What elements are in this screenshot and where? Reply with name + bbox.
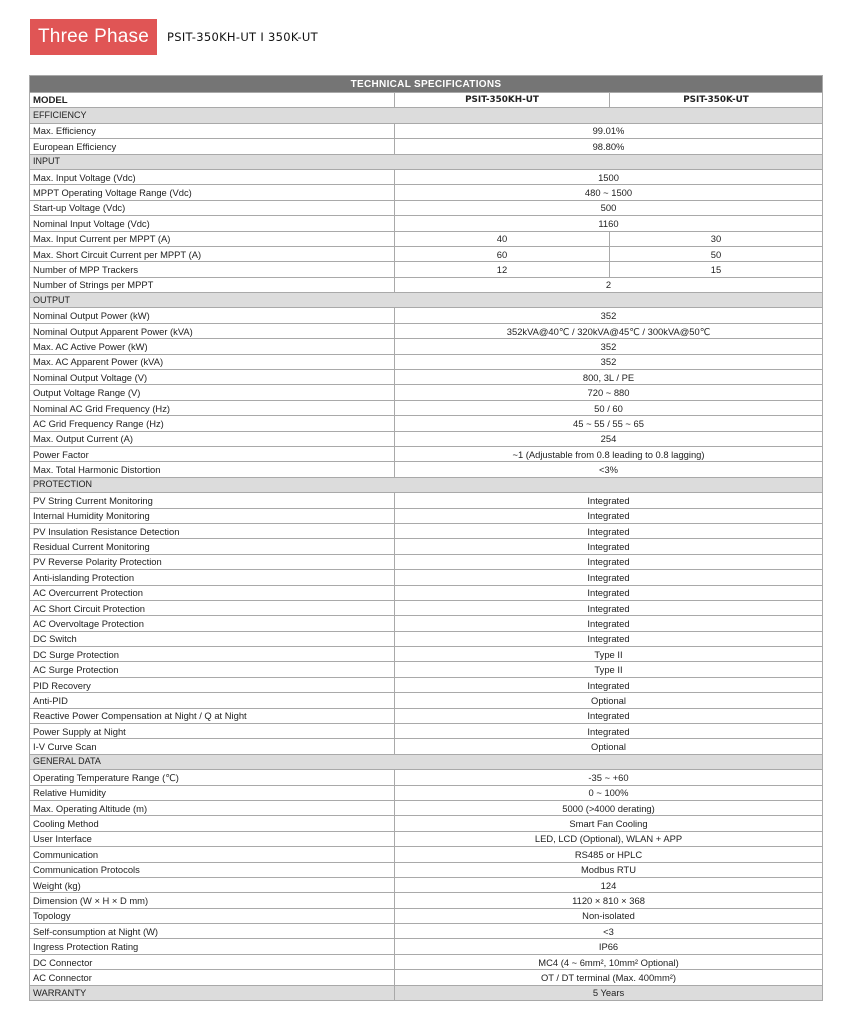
spec-value: OT / DT terminal (Max. 400mm²) [395, 970, 823, 985]
spec-label: Max. Short Circuit Current per MPPT (A) [30, 246, 395, 261]
spec-value: RS485 or HPLC [395, 847, 823, 862]
table-row [30, 462, 823, 477]
spec-label: AC Connector [30, 970, 395, 985]
table-row [30, 877, 823, 892]
spec-label: Max. Input Voltage (Vdc) [30, 169, 395, 184]
spec-label: Self-consumption at Night (W) [30, 924, 395, 939]
spec-label: DC Surge Protection [30, 647, 395, 662]
spec-value: Optional [395, 693, 823, 708]
table-row [30, 693, 823, 708]
spec-label: Max. Operating Altitude (m) [30, 800, 395, 815]
spec-label: Power Supply at Night [30, 724, 395, 739]
spec-value: 1160 [395, 216, 823, 231]
spec-value: 98.80% [395, 139, 823, 154]
spec-table [29, 75, 823, 1001]
table-row [30, 570, 823, 585]
spec-label: Residual Current Monitoring [30, 539, 395, 554]
spec-label: I-V Curve Scan [30, 739, 395, 754]
spec-value: 352 [395, 354, 823, 369]
table-row [30, 908, 823, 923]
table-row [30, 262, 823, 277]
warranty-row [30, 985, 823, 1000]
spec-label: Weight (kg) [30, 877, 395, 892]
spec-label: Reactive Power Compensation at Night / Q at Night [30, 708, 395, 723]
model-2-header: PSIT-350K-UT [610, 93, 823, 108]
model-line: PSIT-350KH-UT I 350K-UT [167, 30, 318, 44]
spec-value: Type II [395, 662, 823, 677]
spec-value-model-2: 50 [610, 246, 823, 261]
spec-value: Non-isolated [395, 908, 823, 923]
spec-value: <3% [395, 462, 823, 477]
model-1-header: PSIT-350KH-UT [395, 93, 610, 108]
spec-value: ~1 (Adjustable from 0.8 leading to 0.8 lagging) [395, 446, 823, 461]
table-row [30, 924, 823, 939]
spec-value: 45 ~ 55 / 55 ~ 65 [395, 416, 823, 431]
table-row [30, 308, 823, 323]
table-row [30, 785, 823, 800]
spec-label: MPPT Operating Voltage Range (Vdc) [30, 185, 395, 200]
spec-value: <3 [395, 924, 823, 939]
table-row [30, 370, 823, 385]
spec-value: 5000 (>4000 derating) [395, 800, 823, 815]
spec-table-body [30, 108, 823, 1001]
spec-label: Ingress Protection Rating [30, 939, 395, 954]
spec-value: Integrated [395, 585, 823, 600]
spec-value: Integrated [395, 539, 823, 554]
table-row [30, 677, 823, 692]
section-header-row [30, 477, 823, 492]
spec-value: 1500 [395, 169, 823, 184]
section-header-row [30, 154, 823, 169]
spec-label: Max. Total Harmonic Distortion [30, 462, 395, 477]
table-row [30, 231, 823, 246]
table-row [30, 554, 823, 569]
spec-value-model-1: 60 [395, 246, 610, 261]
model-header-row [30, 93, 823, 108]
table-row [30, 323, 823, 338]
model-label: MODEL [30, 93, 395, 108]
table-row [30, 123, 823, 138]
table-row [30, 431, 823, 446]
spec-value: 99.01% [395, 123, 823, 138]
spec-value: 254 [395, 431, 823, 446]
spec-value: 1120 × 810 × 368 [395, 893, 823, 908]
spec-value: Integrated [395, 631, 823, 646]
spec-value: 720 ~ 880 [395, 385, 823, 400]
spec-label: Power Factor [30, 446, 395, 461]
spec-value: -35 ~ +60 [395, 770, 823, 785]
table-row [30, 847, 823, 862]
section-label: INPUT [30, 154, 823, 169]
spec-label: Internal Humidity Monitoring [30, 508, 395, 523]
spec-value: Optional [395, 739, 823, 754]
spec-label: Cooling Method [30, 816, 395, 831]
table-row [30, 600, 823, 615]
page-header [30, 17, 318, 57]
table-row [30, 662, 823, 677]
spec-value: 500 [395, 200, 823, 215]
spec-value: 50 / 60 [395, 400, 823, 415]
spec-value: MC4 (4 ~ 6mm², 10mm² Optional) [395, 954, 823, 969]
spec-value: Integrated [395, 724, 823, 739]
table-row [30, 770, 823, 785]
spec-value-model-2: 30 [610, 231, 823, 246]
table-row [30, 862, 823, 877]
spec-label: Dimension (W × H × D mm) [30, 893, 395, 908]
spec-label: Operating Temperature Range (℃) [30, 770, 395, 785]
table-row [30, 385, 823, 400]
table-row [30, 631, 823, 646]
phase-badge: Three Phase [30, 19, 157, 55]
table-row [30, 647, 823, 662]
spec-value: 2 [395, 277, 823, 292]
spec-label: AC Surge Protection [30, 662, 395, 677]
spec-value: Integrated [395, 677, 823, 692]
spec-value: Smart Fan Cooling [395, 816, 823, 831]
table-row [30, 939, 823, 954]
table-row [30, 800, 823, 815]
spec-label: User Interface [30, 831, 395, 846]
section-header-row [30, 754, 823, 769]
spec-value: 5 Years [395, 985, 823, 1000]
spec-label: Anti-PID [30, 693, 395, 708]
spec-label: Max. Input Current per MPPT (A) [30, 231, 395, 246]
table-row [30, 185, 823, 200]
table-row [30, 954, 823, 969]
spec-label: DC Switch [30, 631, 395, 646]
table-row [30, 339, 823, 354]
spec-value: Type II [395, 647, 823, 662]
spec-value: 352kVA@40℃ / 320kVA@45℃ / 300kVA@50℃ [395, 323, 823, 338]
spec-value-model-2: 15 [610, 262, 823, 277]
spec-value: 800, 3L / PE [395, 370, 823, 385]
section-label: GENERAL DATA [30, 754, 823, 769]
table-row [30, 200, 823, 215]
spec-label: PV String Current Monitoring [30, 493, 395, 508]
table-row [30, 139, 823, 154]
spec-label: Anti-islanding Protection [30, 570, 395, 585]
table-row [30, 508, 823, 523]
spec-value: Integrated [395, 570, 823, 585]
table-title-row [30, 76, 823, 93]
spec-value: Integrated [395, 708, 823, 723]
spec-label: Nominal Output Apparent Power (kVA) [30, 323, 395, 338]
spec-label: Output Voltage Range (V) [30, 385, 395, 400]
spec-value: 480 ~ 1500 [395, 185, 823, 200]
spec-label: WARRANTY [30, 985, 395, 1000]
spec-value: Integrated [395, 493, 823, 508]
table-row [30, 893, 823, 908]
spec-value: Modbus RTU [395, 862, 823, 877]
spec-value: Integrated [395, 554, 823, 569]
spec-label: Number of MPP Trackers [30, 262, 395, 277]
table-row [30, 831, 823, 846]
spec-label: Max. Output Current (A) [30, 431, 395, 446]
spec-label: PV Insulation Resistance Detection [30, 523, 395, 538]
section-header-row [30, 108, 823, 123]
spec-label: Max. AC Active Power (kW) [30, 339, 395, 354]
table-row [30, 724, 823, 739]
table-row [30, 708, 823, 723]
spec-label: PV Reverse Polarity Protection [30, 554, 395, 569]
spec-label: Nominal Input Voltage (Vdc) [30, 216, 395, 231]
spec-label: PID Recovery [30, 677, 395, 692]
section-label: OUTPUT [30, 293, 823, 308]
spec-label: Topology [30, 908, 395, 923]
spec-value: 0 ~ 100% [395, 785, 823, 800]
table-row [30, 246, 823, 261]
table-row [30, 493, 823, 508]
table-row [30, 446, 823, 461]
table-row [30, 585, 823, 600]
spec-label: Nominal Output Voltage (V) [30, 370, 395, 385]
spec-label: Start-up Voltage (Vdc) [30, 200, 395, 215]
spec-label: Relative Humidity [30, 785, 395, 800]
spec-label: AC Overvoltage Protection [30, 616, 395, 631]
table-row [30, 277, 823, 292]
table-row [30, 616, 823, 631]
spec-label: DC Connector [30, 954, 395, 969]
spec-value: Integrated [395, 508, 823, 523]
spec-label: Nominal AC Grid Frequency (Hz) [30, 400, 395, 415]
table-row [30, 539, 823, 554]
spec-label: Communication Protocols [30, 862, 395, 877]
spec-label: Communication [30, 847, 395, 862]
spec-value: 352 [395, 308, 823, 323]
spec-value-model-1: 12 [395, 262, 610, 277]
table-title: TECHNICAL SPECIFICATIONS [30, 76, 823, 93]
spec-label: Number of Strings per MPPT [30, 277, 395, 292]
spec-label: European Efficiency [30, 139, 395, 154]
spec-value: Integrated [395, 616, 823, 631]
section-label: EFFICIENCY [30, 108, 823, 123]
spec-label: AC Grid Frequency Range (Hz) [30, 416, 395, 431]
spec-value: 352 [395, 339, 823, 354]
spec-label: Max. Efficiency [30, 123, 395, 138]
table-row [30, 216, 823, 231]
table-row [30, 523, 823, 538]
spec-label: Max. AC Apparent Power (kVA) [30, 354, 395, 369]
table-row [30, 400, 823, 415]
section-header-row [30, 293, 823, 308]
spec-label: AC Short Circuit Protection [30, 600, 395, 615]
spec-value: LED, LCD (Optional), WLAN + APP [395, 831, 823, 846]
table-row [30, 816, 823, 831]
spec-value: 124 [395, 877, 823, 892]
table-row [30, 354, 823, 369]
spec-label: Nominal Output Power (kW) [30, 308, 395, 323]
table-row [30, 169, 823, 184]
spec-value: IP66 [395, 939, 823, 954]
table-row [30, 970, 823, 985]
spec-value-model-1: 40 [395, 231, 610, 246]
table-row [30, 416, 823, 431]
spec-value: Integrated [395, 600, 823, 615]
table-row [30, 739, 823, 754]
spec-value: Integrated [395, 523, 823, 538]
section-label: PROTECTION [30, 477, 823, 492]
spec-label: AC Overcurrent Protection [30, 585, 395, 600]
